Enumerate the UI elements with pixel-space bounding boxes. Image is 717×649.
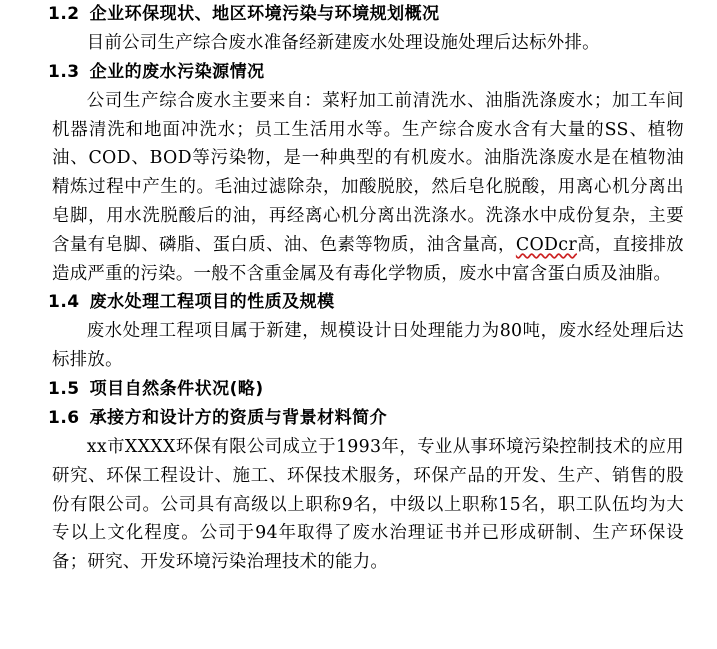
section-number: 1.5 <box>48 378 80 399</box>
section-heading-1-4 <box>48 288 690 317</box>
section-number: 1.4 <box>48 292 80 313</box>
section-1-4-paragraph: 废水处理工程项目属于新建，规模设计日处理能力为80吨，废水经处理后达标排放。 <box>52 321 684 371</box>
section-title: 项目自然条件状况(略) <box>89 378 264 399</box>
section-1-2-paragraph: 目前公司生产综合废水准备经新建废水处理设施处理后达标外排。 <box>86 33 600 53</box>
section-title: 废水处理工程项目的性质及规模 <box>89 292 335 313</box>
section-heading-1-2 <box>48 0 690 29</box>
spellcheck-flagged-word: CODcr <box>515 234 577 255</box>
section-1-3-paragraph <box>52 87 684 289</box>
section-1-6-paragraph: xx市XXXX环保有限公司成立于1993年，专业从事环境污染控制技术的应用研究、环保工程设计、施工、环保技术服务，环保产品的开发、生产、销售的股份有限公司。公司具有高级以上职称9名，中级以上职称15名，职工队伍均为大专以上文化程度。公司于94年取得了废水治理证书并已形成研制、生产环保设备；研究、开发环境污染治理技术的能力。 <box>52 436 684 573</box>
paragraph-text: 公司生产综合废水主要来自：菜籽加工前清洗水、油脂洗涤废水；加工车间机器清洗和地面冲洗水；员工生活用水等。生产综合废水含有大量的SS、植物油、COD、BOD等污染物，是一种典型的有机废水。油脂洗涤废水是在植物油精炼过程中产生的。毛油过滤除杂，加酸脱胶，然后皂化脱酸，用离心机分离出皂脚，用水洗脱酸后的油，再经离心机分离出洗涤水。洗涤水中成份复杂，主要含量有皂脚、磷脂、蛋白质、油、色素等物质，油含量高， <box>52 90 684 255</box>
section-title: 承接方和设计方的资质与背景材料简介 <box>89 407 388 428</box>
section-heading-1-3 <box>48 58 690 87</box>
section-number: 1.6 <box>48 407 80 428</box>
paragraph-text: 高，直接排放造成严重的污染。一般不含重金属及有毒化学物质，废水中富含蛋白质及油脂。 <box>52 234 684 284</box>
section-number: 1.3 <box>48 61 80 82</box>
section-heading-1-6 <box>48 404 690 433</box>
section-heading-1-5 <box>48 375 690 404</box>
section-title: 企业的废水污染源情况 <box>89 61 265 82</box>
document-page <box>40 0 690 577</box>
section-number: 1.2 <box>48 4 80 24</box>
section-title: 企业环保现状、地区环境污染与环境规划概况 <box>89 4 440 24</box>
